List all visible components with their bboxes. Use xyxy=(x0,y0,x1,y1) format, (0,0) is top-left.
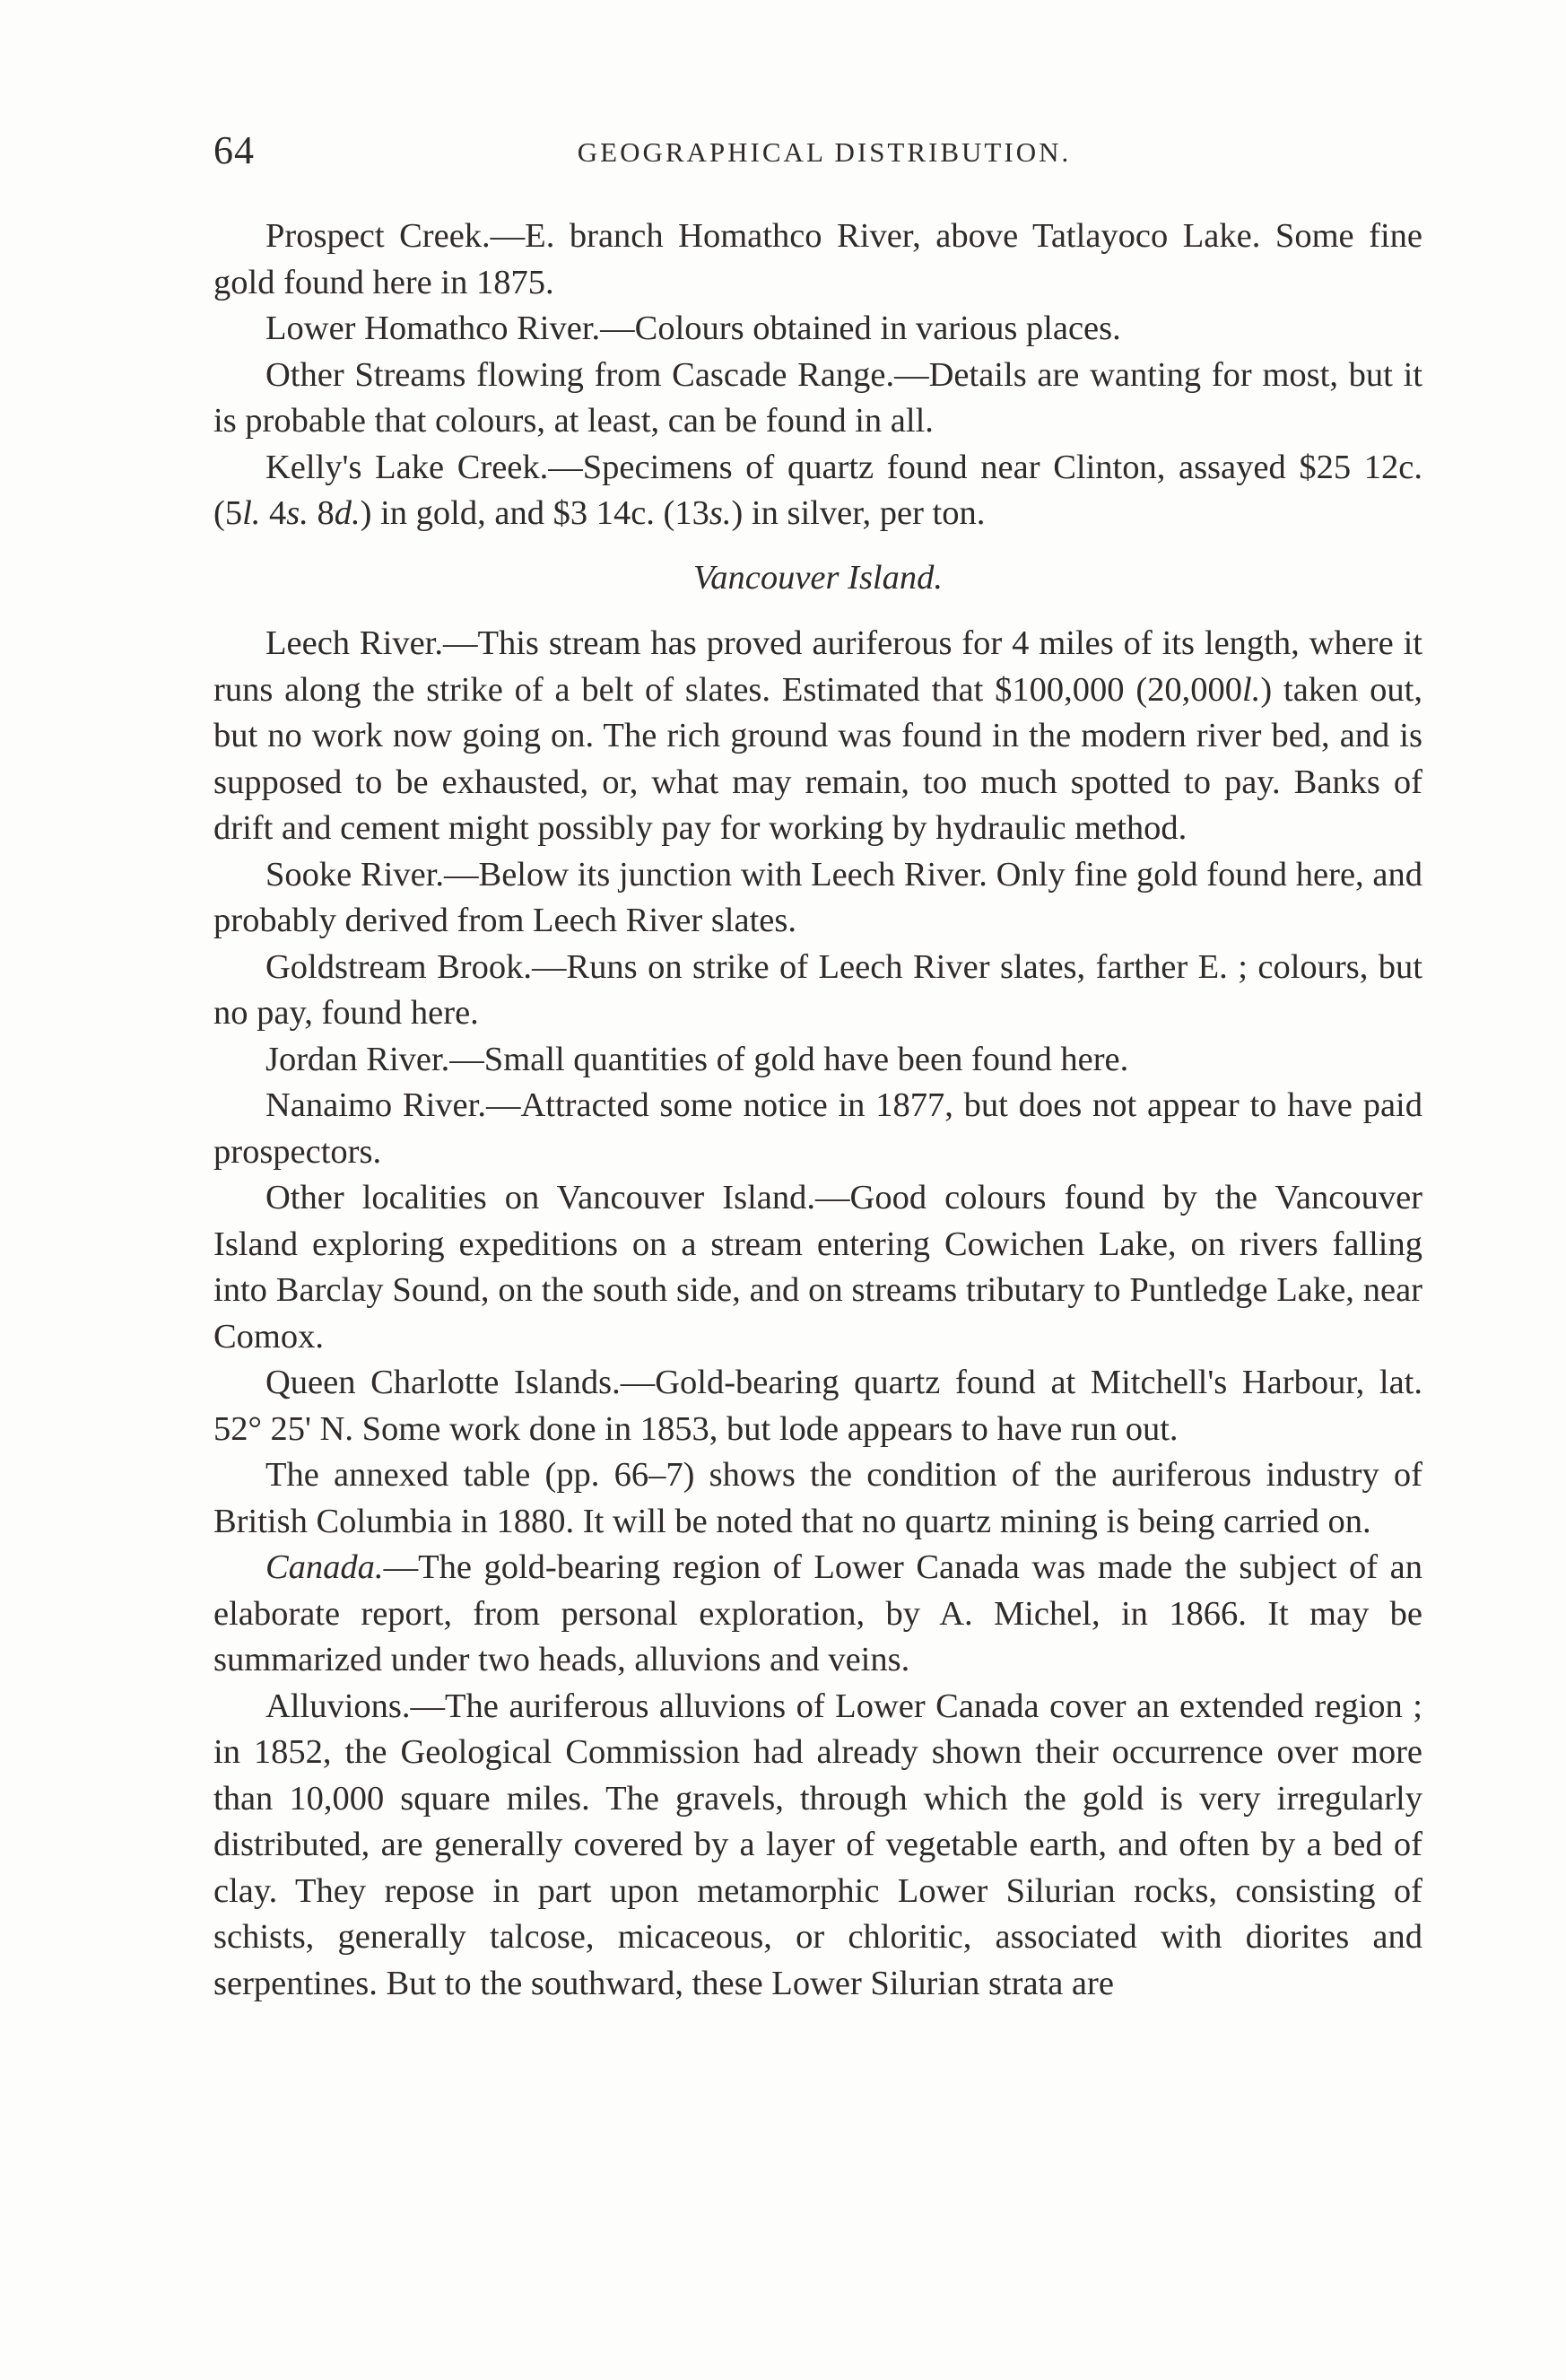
running-title: GEOGRAPHICAL DISTRIBUTION. xyxy=(577,136,1072,168)
paragraph-goldstream-brook: Goldstream Brook.—Runs on strike of Leech River slates, farther E. ; colours, but no pay, found here. xyxy=(213,947,1422,1032)
paragraph-alluvions: Alluvions.—The auriferous alluvions of Lower Canada cover an extended region ; in 1852, the Geological Commission had already shown their occurrence over more than 10,000 square miles. The gravels, through which the gold is very irregularly distributed, are generally covered by a layer of vegetable earth, and often by a bed of clay. They repose in part upon metamorphic Lower Silurian rocks, consisting of schists, generally talcose, micaceous, or chloritic, associated with diorites and serpentines. But to the southward, these Lower Silurian strata are xyxy=(213,1687,1422,2002)
paragraph-cascade-range: Other Streams flowing from Cascade Range.—Details are wanting for most, but it is probable that colours, at least, can be found in all. xyxy=(213,355,1422,440)
paragraph-canada: Canada.—The gold-bearing region of Lower Canada was made the subject of an elaborate report, from personal exploration, by A. Michel, in 1866. It may be summarized under two heads, alluvions and veins. xyxy=(213,1548,1422,1678)
paragraph-nanaimo-river: Nanaimo River.—Attracted some notice in 1877, but does not appear to have paid prospectors. xyxy=(213,1086,1422,1171)
page-number: 64 xyxy=(213,128,255,172)
paragraph-annexed-table: The annexed table (pp. 66–7) shows the condition of the auriferous industry of British Columbia in 1880. It will be noted that no quartz mining is being carried on. xyxy=(213,1456,1422,1540)
paragraph-sooke-river: Sooke River.—Below its junction with Leech River. Only fine gold found here, and probably derived from Leech River slates. xyxy=(213,855,1422,939)
page-header xyxy=(213,127,1435,181)
page-body xyxy=(213,214,1422,2007)
paragraph-queen-charlotte: Queen Charlotte Islands.—Gold-bearing quartz found at Mitchell's Harbour, lat. 52° 25' N. Some work done in 1853, but lode appears to have run out. xyxy=(213,1364,1422,1448)
paragraph-jordan-river: Jordan River.—Small quantities of gold have been found here. xyxy=(265,1040,1129,1078)
paragraph-kellys-lake: Kelly's Lake Creek.—Specimens of quartz found near Clinton, assayed $25 12c. (5l. 4s. 8d.) in gold, and $3 14c. (13s.) in silver, per ton. xyxy=(213,448,1422,532)
section-heading-vancouver-island: Vancouver Island. xyxy=(693,558,943,597)
paragraph-lower-homathco: Lower Homathco River.—Colours obtained in various places. xyxy=(265,309,1121,347)
paragraph-other-localities: Other localities on Vancouver Island.—Good colours found by the Vancouver Island exploring expeditions on a stream entering Cowichen Lake, on rivers falling into Barclay Sound, on the south side, and on streams tributary to Puntledge Lake, near Comox. xyxy=(213,1179,1422,1356)
paragraph-prospect-creek: Prospect Creek.—E. branch Homathco River, above Tatlayoco Lake. Some fine gold found here in 1875. xyxy=(213,217,1422,301)
paragraph-leech-river: Leech River.—This stream has proved auriferous for 4 miles of its length, where it runs along the strike of a belt of slates. Estimated that $100,000 (20,000l.) taken out, but no work now going on. The rich ground was found in the modern river bed, and is supposed to be exhausted, or, what may remain, too much spotted to pay. Banks of drift and cement might possibly pay for working by hydraulic method. xyxy=(213,624,1422,847)
